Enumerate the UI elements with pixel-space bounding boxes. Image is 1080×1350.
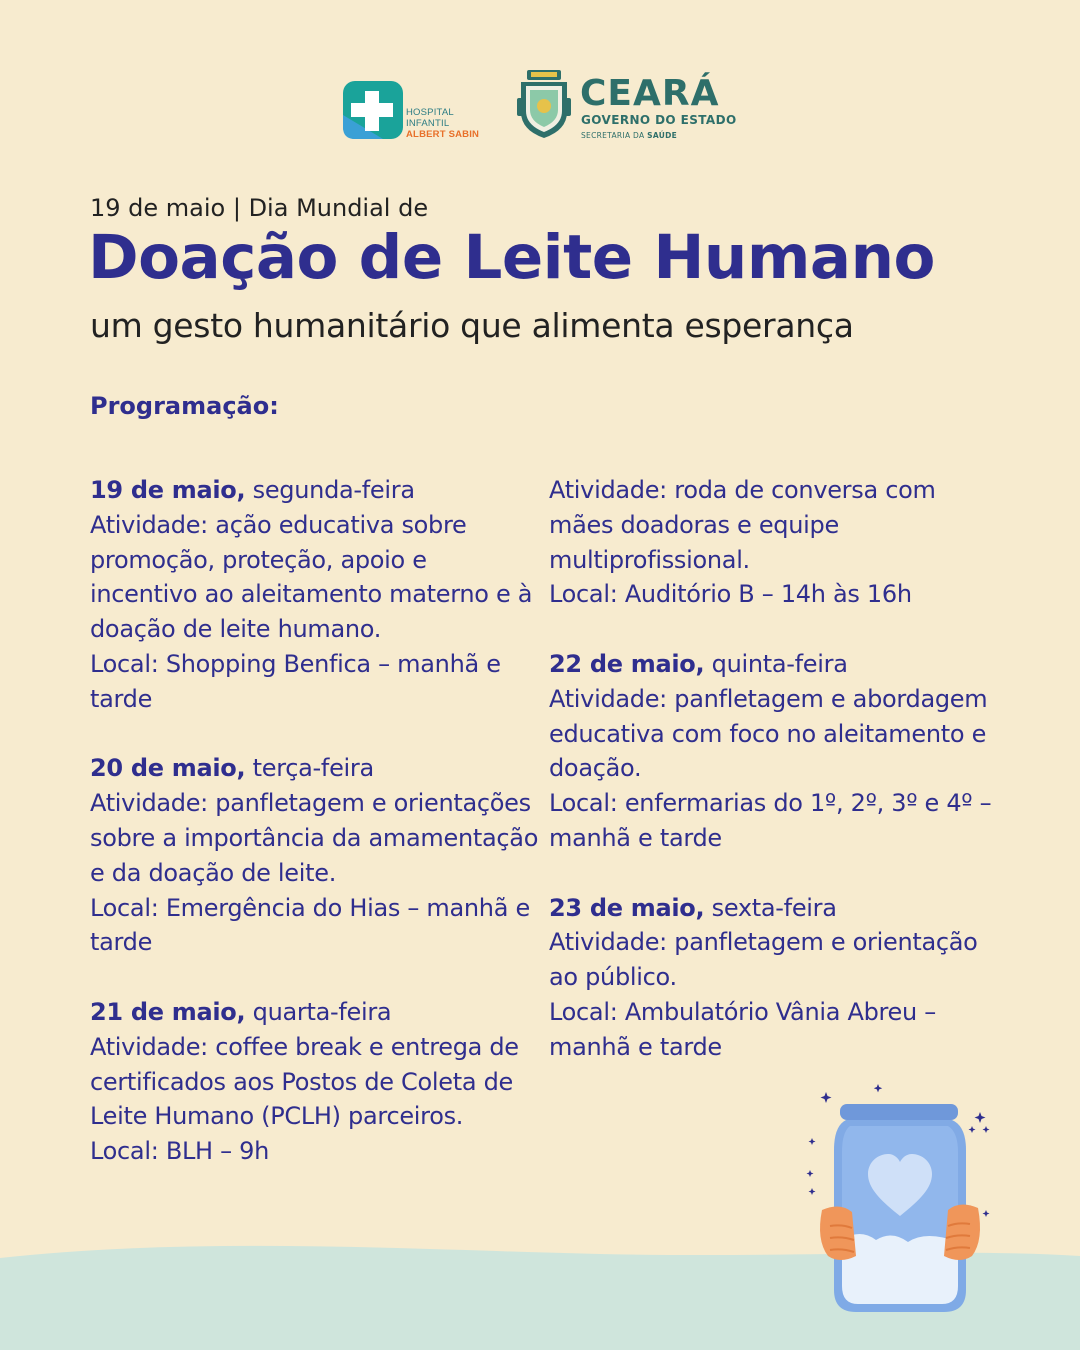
entry-location: Local: enfermarias do 1º, 2º, 3º e 4º – manhã e tarde (549, 789, 992, 852)
governo-ceara-logo (517, 68, 747, 142)
entry-activity: Atividade: panfletagem e abordagem educativa com foco no aleitamento e doação. (549, 684, 988, 783)
entry-activity: Atividade: panfletagem e orientação ao público. (549, 928, 978, 992)
schedule-entry-21-maio-continued (549, 473, 999, 612)
entry-location: Local: Ambulatório Vânia Abreu – manhã e tarde (549, 997, 936, 1061)
schedule-entry-23-maio (549, 891, 999, 1065)
entry-date-line: 22 de maio, quinta-feira (549, 649, 848, 678)
entry-activity: Atividade: panfletagem e orientações sobre a importância da amamentação e da doação de leite. (90, 789, 539, 887)
entry-location: Local: Shopping Benfica – manhã e tarde (90, 649, 501, 713)
entry-date-line: 20 de maio, terça-feira (90, 754, 374, 783)
schedule-entry-20-maio (90, 751, 540, 960)
page-title: Doação de Leite Humano (88, 222, 935, 293)
programacao-heading: Programação: (90, 392, 279, 420)
ceara-coat-of-arms-icon (517, 68, 571, 140)
schedule-entry-19-maio (90, 473, 540, 717)
ceara-title: CEARÁ (580, 73, 720, 114)
entry-activity: Atividade: coffee break e entrega de certificados aos Postos de Coleta de Leite Humano (PCLH) parceiros. (90, 1032, 519, 1131)
entry-location: Local: BLH – 9h (90, 1137, 270, 1166)
entry-location: Local: Emergência do Hias – manhã e tarde (90, 893, 530, 957)
milk-jar-heart-illustration (800, 1080, 1000, 1320)
entry-date-line: 19 de maio, segunda-feira (90, 476, 415, 504)
entry-location: Local: Auditório B – 14h às 16h (549, 580, 912, 609)
schedule-entry-21-maio (90, 995, 540, 1169)
schedule-left-column (90, 473, 540, 1204)
entry-activity: Atividade: roda de conversa com mães doadoras e equipe multiprofissional. (549, 476, 936, 574)
hospital-albert-sabin-logo (343, 81, 483, 141)
secretaria-da-saude: SECRETARIA DA SAÚDE (581, 131, 678, 140)
hospital-logo-text: HOSPITAL INFANTIL ALBERT SABIN (406, 107, 480, 140)
schedule-entry-22-maio (549, 647, 999, 856)
page-subtitle: um gesto humanitário que alimenta esperança (90, 306, 854, 345)
hospital-cross-icon (343, 81, 403, 139)
entry-activity: Atividade: ação educativa sobre promoção, proteção, apoio e incentivo ao aleitamento materno e à doação de leite humano. (90, 510, 533, 644)
schedule-right-column (549, 473, 999, 1099)
entry-date-line: 21 de maio, quarta-feira (90, 997, 392, 1026)
governo-do-estado: GOVERNO DO ESTADO (581, 113, 737, 127)
event-kicker: 19 de maio | Dia Mundial de (90, 194, 429, 222)
entry-date-line: 23 de maio, sexta-feira (549, 893, 837, 922)
